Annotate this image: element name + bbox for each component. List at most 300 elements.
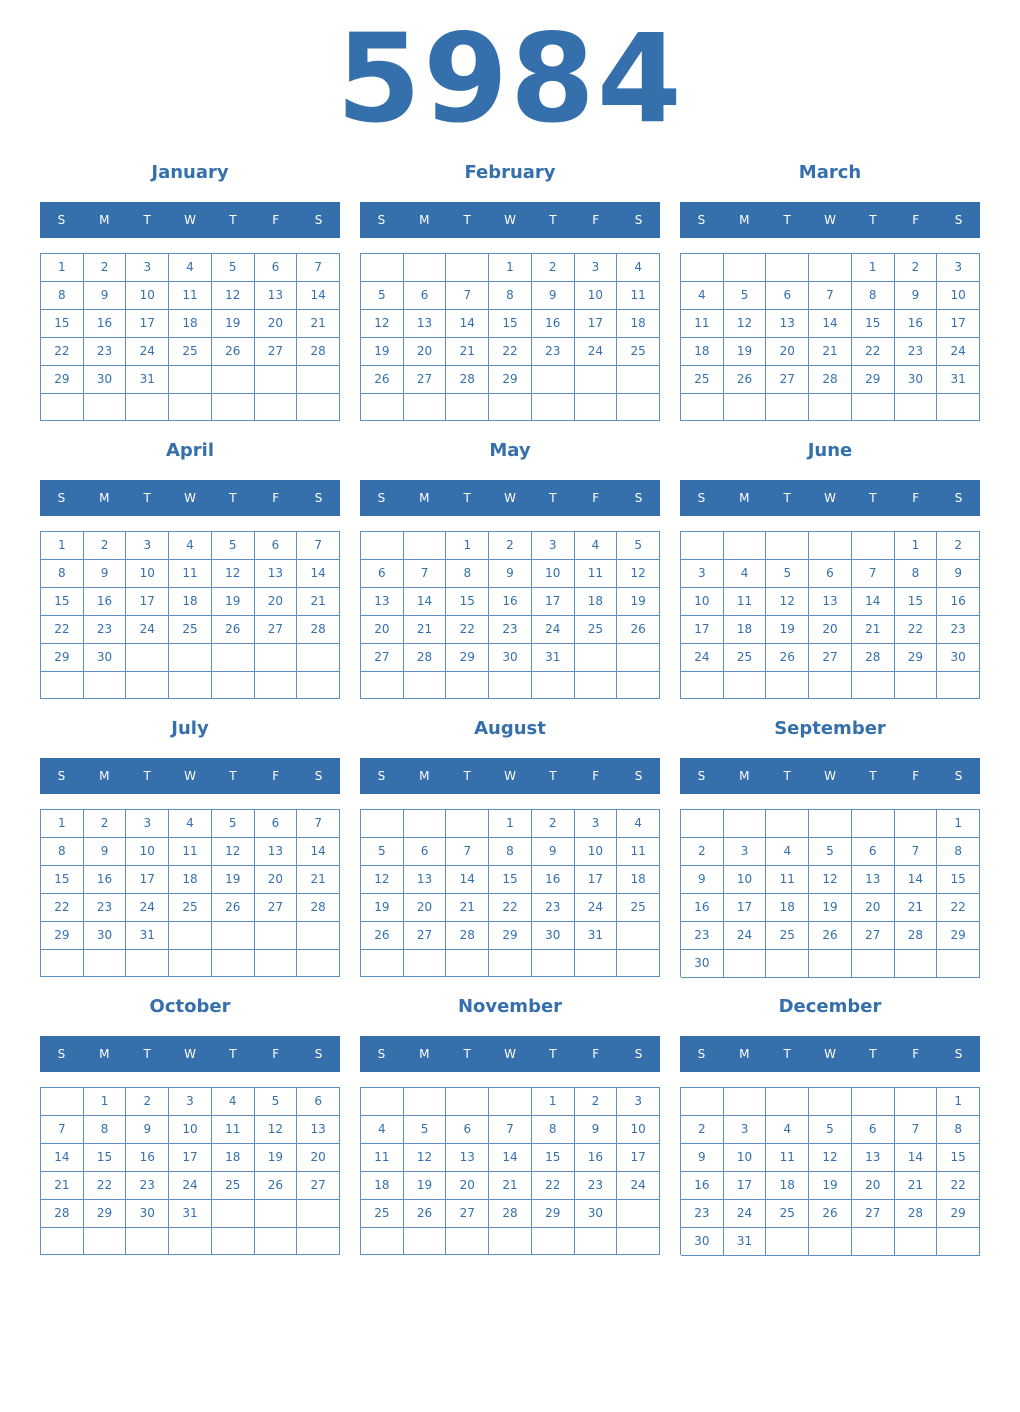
- day-cell: [41, 394, 84, 421]
- day-cell: [41, 1228, 84, 1255]
- day-cell: 25: [361, 1200, 404, 1228]
- day-cell: [361, 1088, 404, 1116]
- day-cell: [809, 1228, 852, 1256]
- day-cell: 20: [852, 894, 895, 922]
- day-grid: [360, 1087, 660, 1255]
- day-grid: [360, 253, 660, 421]
- weekday-label: M: [99, 1047, 110, 1061]
- day-cell: 25: [212, 1172, 255, 1200]
- day-cell: 7: [41, 1116, 84, 1144]
- day-cell: 19: [809, 1172, 852, 1200]
- day-cell: 9: [895, 282, 938, 310]
- day-cell: 21: [809, 338, 852, 366]
- day-cell: 24: [724, 922, 767, 950]
- day-cell: [766, 672, 809, 699]
- day-cell: 5: [212, 810, 255, 838]
- day-cell: [489, 672, 532, 699]
- day-cell: [446, 810, 489, 838]
- weekday-label: M: [99, 491, 110, 505]
- day-cell: 6: [255, 532, 298, 560]
- day-cell: 25: [766, 1200, 809, 1228]
- day-cell: 14: [446, 866, 489, 894]
- day-cell: 30: [126, 1200, 169, 1228]
- day-cell: [255, 922, 298, 950]
- weekday-label: S: [57, 1047, 66, 1061]
- weekday-label: S: [57, 213, 66, 227]
- day-cell: 4: [169, 810, 212, 838]
- day-cell: 24: [126, 894, 169, 922]
- day-cell: 2: [532, 254, 575, 282]
- day-cell: 27: [809, 644, 852, 672]
- day-cell: 10: [681, 588, 724, 616]
- day-cell: 9: [681, 1144, 724, 1172]
- day-cell: 8: [446, 560, 489, 588]
- day-cell: 15: [937, 866, 980, 894]
- weekday-label: S: [314, 769, 323, 783]
- day-grid: [680, 531, 980, 699]
- day-cell: [617, 922, 660, 950]
- day-cell: [852, 810, 895, 838]
- day-cell: 14: [404, 588, 447, 616]
- weekday-header: [40, 480, 340, 516]
- day-cell: [809, 1088, 852, 1116]
- day-cell: 6: [766, 282, 809, 310]
- day-cell: [575, 1228, 618, 1255]
- day-cell: 23: [489, 616, 532, 644]
- month-name: April: [165, 440, 215, 461]
- day-cell: 4: [617, 254, 660, 282]
- day-cell: 31: [532, 644, 575, 672]
- day-cell: 18: [617, 866, 660, 894]
- weekday-label: M: [739, 491, 750, 505]
- day-cell: 12: [724, 310, 767, 338]
- day-cell: 29: [489, 922, 532, 950]
- day-cell: 19: [212, 588, 255, 616]
- day-cell: 13: [361, 588, 404, 616]
- weekday-header: [360, 1036, 660, 1072]
- day-cell: [852, 1228, 895, 1256]
- day-cell: 11: [617, 838, 660, 866]
- day-cell: [169, 922, 212, 950]
- weekday-label: F: [592, 769, 600, 783]
- day-cell: 16: [84, 588, 127, 616]
- weekday-label: W: [824, 491, 836, 505]
- day-cell: [895, 950, 938, 978]
- day-cell: 7: [404, 560, 447, 588]
- day-cell: 28: [809, 366, 852, 394]
- day-cell: 20: [361, 616, 404, 644]
- day-cell: 18: [169, 866, 212, 894]
- day-cell: 3: [724, 1116, 767, 1144]
- day-cell: 29: [852, 366, 895, 394]
- day-cell: 23: [84, 894, 127, 922]
- day-cell: 23: [937, 616, 980, 644]
- day-cell: 19: [212, 866, 255, 894]
- day-cell: 28: [404, 644, 447, 672]
- day-cell: [617, 950, 660, 977]
- day-cell: 15: [895, 588, 938, 616]
- day-cell: 10: [126, 838, 169, 866]
- day-cell: 11: [766, 866, 809, 894]
- day-cell: 21: [297, 310, 340, 338]
- day-cell: [404, 394, 447, 421]
- day-cell: 19: [724, 338, 767, 366]
- day-cell: 8: [937, 1116, 980, 1144]
- day-cell: 21: [297, 866, 340, 894]
- day-cell: 20: [297, 1144, 340, 1172]
- day-cell: 22: [41, 894, 84, 922]
- day-cell: [446, 394, 489, 421]
- day-cell: [681, 810, 724, 838]
- day-cell: [617, 644, 660, 672]
- day-cell: 29: [41, 644, 84, 672]
- day-cell: 3: [126, 254, 169, 282]
- weekday-label: M: [419, 491, 430, 505]
- day-cell: 19: [809, 894, 852, 922]
- day-cell: 15: [937, 1144, 980, 1172]
- day-cell: 3: [169, 1088, 212, 1116]
- day-cell: 18: [212, 1144, 255, 1172]
- month-name: February: [464, 162, 556, 183]
- day-cell: 14: [852, 588, 895, 616]
- day-cell: 29: [41, 922, 84, 950]
- day-cell: 6: [361, 560, 404, 588]
- day-cell: 22: [41, 338, 84, 366]
- weekday-label: M: [419, 1047, 430, 1061]
- weekday-label: F: [912, 213, 920, 227]
- weekday-header: [40, 1036, 340, 1072]
- day-cell: 4: [766, 1116, 809, 1144]
- day-cell: [766, 532, 809, 560]
- day-cell: [255, 1228, 298, 1255]
- day-cell: 26: [361, 922, 404, 950]
- day-cell: 29: [489, 366, 532, 394]
- day-cell: 21: [895, 894, 938, 922]
- day-cell: [809, 810, 852, 838]
- day-cell: [255, 394, 298, 421]
- weekday-label: W: [504, 1047, 516, 1061]
- day-cell: 16: [126, 1144, 169, 1172]
- day-cell: 19: [617, 588, 660, 616]
- day-cell: 25: [617, 894, 660, 922]
- day-cell: [895, 394, 938, 421]
- day-cell: 17: [937, 310, 980, 338]
- day-cell: 7: [809, 282, 852, 310]
- weekday-header: [40, 202, 340, 238]
- day-grid: [40, 1087, 340, 1255]
- weekday-label: W: [184, 1047, 196, 1061]
- day-cell: 2: [84, 810, 127, 838]
- day-cell: 27: [255, 894, 298, 922]
- day-cell: 29: [895, 644, 938, 672]
- day-cell: 29: [937, 1200, 980, 1228]
- day-cell: 12: [809, 1144, 852, 1172]
- day-cell: 14: [41, 1144, 84, 1172]
- day-cell: 7: [446, 282, 489, 310]
- weekday-label: S: [57, 491, 66, 505]
- weekday-label: F: [592, 213, 600, 227]
- day-cell: [297, 644, 340, 672]
- day-cell: [212, 394, 255, 421]
- day-cell: 16: [489, 588, 532, 616]
- day-cell: 15: [532, 1144, 575, 1172]
- day-cell: [297, 950, 340, 977]
- day-cell: [852, 950, 895, 978]
- weekday-label: M: [739, 1047, 750, 1061]
- day-grid: [360, 809, 660, 977]
- day-cell: 20: [809, 616, 852, 644]
- weekday-header: [680, 1036, 980, 1072]
- weekday-label: S: [697, 769, 706, 783]
- day-cell: 27: [446, 1200, 489, 1228]
- day-cell: 6: [404, 282, 447, 310]
- day-cell: 22: [84, 1172, 127, 1200]
- day-cell: 9: [84, 560, 127, 588]
- weekday-label: T: [549, 213, 557, 227]
- day-cell: [937, 672, 980, 699]
- day-cell: [404, 810, 447, 838]
- weekday-header: [680, 202, 980, 238]
- day-cell: [255, 366, 298, 394]
- day-cell: 28: [297, 894, 340, 922]
- day-cell: [446, 1228, 489, 1255]
- day-cell: 12: [255, 1116, 298, 1144]
- day-cell: 14: [297, 282, 340, 310]
- day-cell: 22: [446, 616, 489, 644]
- day-cell: 12: [617, 560, 660, 588]
- day-cell: [617, 1200, 660, 1228]
- weekday-label: S: [314, 213, 323, 227]
- day-cell: [724, 532, 767, 560]
- day-cell: 13: [297, 1116, 340, 1144]
- weekday-label: W: [504, 491, 516, 505]
- day-cell: 13: [255, 838, 298, 866]
- day-cell: 13: [255, 282, 298, 310]
- weekday-label: W: [184, 769, 196, 783]
- day-cell: 2: [532, 810, 575, 838]
- day-cell: 26: [212, 894, 255, 922]
- day-cell: 27: [297, 1172, 340, 1200]
- day-cell: 3: [126, 810, 169, 838]
- day-cell: [84, 394, 127, 421]
- day-cell: 28: [446, 366, 489, 394]
- day-cell: [404, 532, 447, 560]
- day-cell: 28: [41, 1200, 84, 1228]
- day-cell: 10: [724, 866, 767, 894]
- day-cell: [809, 254, 852, 282]
- day-cell: 12: [766, 588, 809, 616]
- day-cell: [41, 1088, 84, 1116]
- day-cell: 7: [895, 1116, 938, 1144]
- day-cell: 23: [84, 338, 127, 366]
- weekday-label: T: [869, 213, 877, 227]
- day-cell: 24: [724, 1200, 767, 1228]
- day-cell: 4: [617, 810, 660, 838]
- day-cell: [766, 394, 809, 421]
- day-cell: [404, 254, 447, 282]
- weekday-label: T: [783, 213, 791, 227]
- day-cell: [724, 254, 767, 282]
- day-cell: 15: [41, 588, 84, 616]
- day-cell: [84, 950, 127, 977]
- day-cell: [446, 950, 489, 977]
- day-cell: [126, 672, 169, 699]
- day-cell: [724, 394, 767, 421]
- weekday-label: F: [912, 769, 920, 783]
- weekday-label: M: [739, 769, 750, 783]
- day-cell: 17: [126, 310, 169, 338]
- day-cell: 2: [681, 1116, 724, 1144]
- day-cell: [297, 1200, 340, 1228]
- day-cell: 31: [126, 366, 169, 394]
- day-cell: 26: [361, 366, 404, 394]
- day-cell: 21: [446, 894, 489, 922]
- weekday-label: T: [229, 491, 237, 505]
- day-cell: 25: [681, 366, 724, 394]
- weekday-label: S: [697, 213, 706, 227]
- day-cell: [361, 532, 404, 560]
- day-cell: 13: [766, 310, 809, 338]
- day-cell: [895, 1228, 938, 1256]
- weekday-label: T: [463, 1047, 471, 1061]
- weekday-label: S: [954, 1047, 963, 1061]
- day-grid: [680, 809, 980, 977]
- day-cell: 8: [41, 282, 84, 310]
- day-cell: [126, 644, 169, 672]
- day-cell: [724, 810, 767, 838]
- day-cell: [575, 394, 618, 421]
- day-cell: [212, 1228, 255, 1255]
- day-cell: 11: [617, 282, 660, 310]
- day-grid: [360, 531, 660, 699]
- day-cell: 15: [84, 1144, 127, 1172]
- day-cell: 8: [852, 282, 895, 310]
- month-name: August: [474, 718, 546, 739]
- day-cell: 20: [766, 338, 809, 366]
- day-cell: 23: [895, 338, 938, 366]
- day-cell: 8: [489, 282, 532, 310]
- day-cell: 17: [724, 894, 767, 922]
- day-cell: 22: [489, 894, 532, 922]
- day-cell: 5: [212, 532, 255, 560]
- weekday-label: S: [954, 769, 963, 783]
- day-cell: 25: [617, 338, 660, 366]
- day-cell: 1: [41, 254, 84, 282]
- day-cell: 6: [809, 560, 852, 588]
- day-cell: 11: [575, 560, 618, 588]
- day-cell: 21: [297, 588, 340, 616]
- day-cell: [404, 672, 447, 699]
- day-cell: 7: [895, 838, 938, 866]
- weekday-label: S: [697, 1047, 706, 1061]
- weekday-label: S: [314, 1047, 323, 1061]
- day-cell: 31: [724, 1228, 767, 1256]
- day-cell: 31: [126, 922, 169, 950]
- day-cell: 9: [489, 560, 532, 588]
- day-cell: 18: [169, 588, 212, 616]
- day-cell: [446, 672, 489, 699]
- day-cell: 19: [361, 894, 404, 922]
- month-name: May: [489, 440, 531, 461]
- day-cell: 23: [681, 1200, 724, 1228]
- day-cell: 18: [169, 310, 212, 338]
- weekday-label: T: [143, 1047, 151, 1061]
- day-cell: 3: [126, 532, 169, 560]
- day-cell: [169, 366, 212, 394]
- day-cell: 9: [937, 560, 980, 588]
- weekday-header: [360, 758, 660, 794]
- day-cell: [489, 1228, 532, 1255]
- day-cell: 15: [489, 310, 532, 338]
- weekday-label: T: [229, 1047, 237, 1061]
- day-cell: 5: [212, 254, 255, 282]
- weekday-label: M: [419, 769, 430, 783]
- weekday-label: T: [463, 213, 471, 227]
- day-cell: 29: [446, 644, 489, 672]
- weekday-header: [40, 758, 340, 794]
- day-cell: 12: [361, 310, 404, 338]
- day-cell: 25: [169, 894, 212, 922]
- day-cell: 16: [84, 866, 127, 894]
- weekday-label: F: [272, 491, 280, 505]
- day-cell: 26: [766, 644, 809, 672]
- day-cell: 28: [297, 616, 340, 644]
- day-cell: 27: [255, 616, 298, 644]
- day-cell: 13: [852, 866, 895, 894]
- day-cell: [169, 950, 212, 977]
- weekday-header: [360, 202, 660, 238]
- day-cell: 16: [681, 1172, 724, 1200]
- day-cell: 8: [41, 560, 84, 588]
- day-cell: [169, 394, 212, 421]
- day-cell: 10: [937, 282, 980, 310]
- day-cell: [41, 950, 84, 977]
- day-cell: 8: [84, 1116, 127, 1144]
- day-cell: 7: [852, 560, 895, 588]
- weekday-header: [680, 758, 980, 794]
- day-cell: 26: [617, 616, 660, 644]
- weekday-label: S: [954, 491, 963, 505]
- day-cell: [575, 950, 618, 977]
- day-cell: 11: [766, 1144, 809, 1172]
- day-cell: 22: [937, 894, 980, 922]
- day-cell: 1: [895, 532, 938, 560]
- day-cell: [809, 532, 852, 560]
- day-cell: [809, 950, 852, 978]
- day-cell: [809, 394, 852, 421]
- day-cell: 30: [937, 644, 980, 672]
- day-cell: 18: [361, 1172, 404, 1200]
- day-cell: [532, 950, 575, 977]
- day-cell: [895, 1088, 938, 1116]
- day-cell: 23: [126, 1172, 169, 1200]
- day-cell: 15: [489, 866, 532, 894]
- day-cell: [212, 1200, 255, 1228]
- day-cell: 8: [41, 838, 84, 866]
- day-cell: [169, 644, 212, 672]
- day-cell: 28: [852, 644, 895, 672]
- day-cell: [84, 672, 127, 699]
- day-cell: 18: [681, 338, 724, 366]
- weekday-label: W: [824, 769, 836, 783]
- day-cell: 26: [212, 338, 255, 366]
- weekday-label: S: [634, 491, 643, 505]
- day-cell: 5: [809, 838, 852, 866]
- day-cell: 30: [532, 922, 575, 950]
- day-cell: 31: [937, 366, 980, 394]
- day-cell: [361, 950, 404, 977]
- day-cell: 11: [169, 282, 212, 310]
